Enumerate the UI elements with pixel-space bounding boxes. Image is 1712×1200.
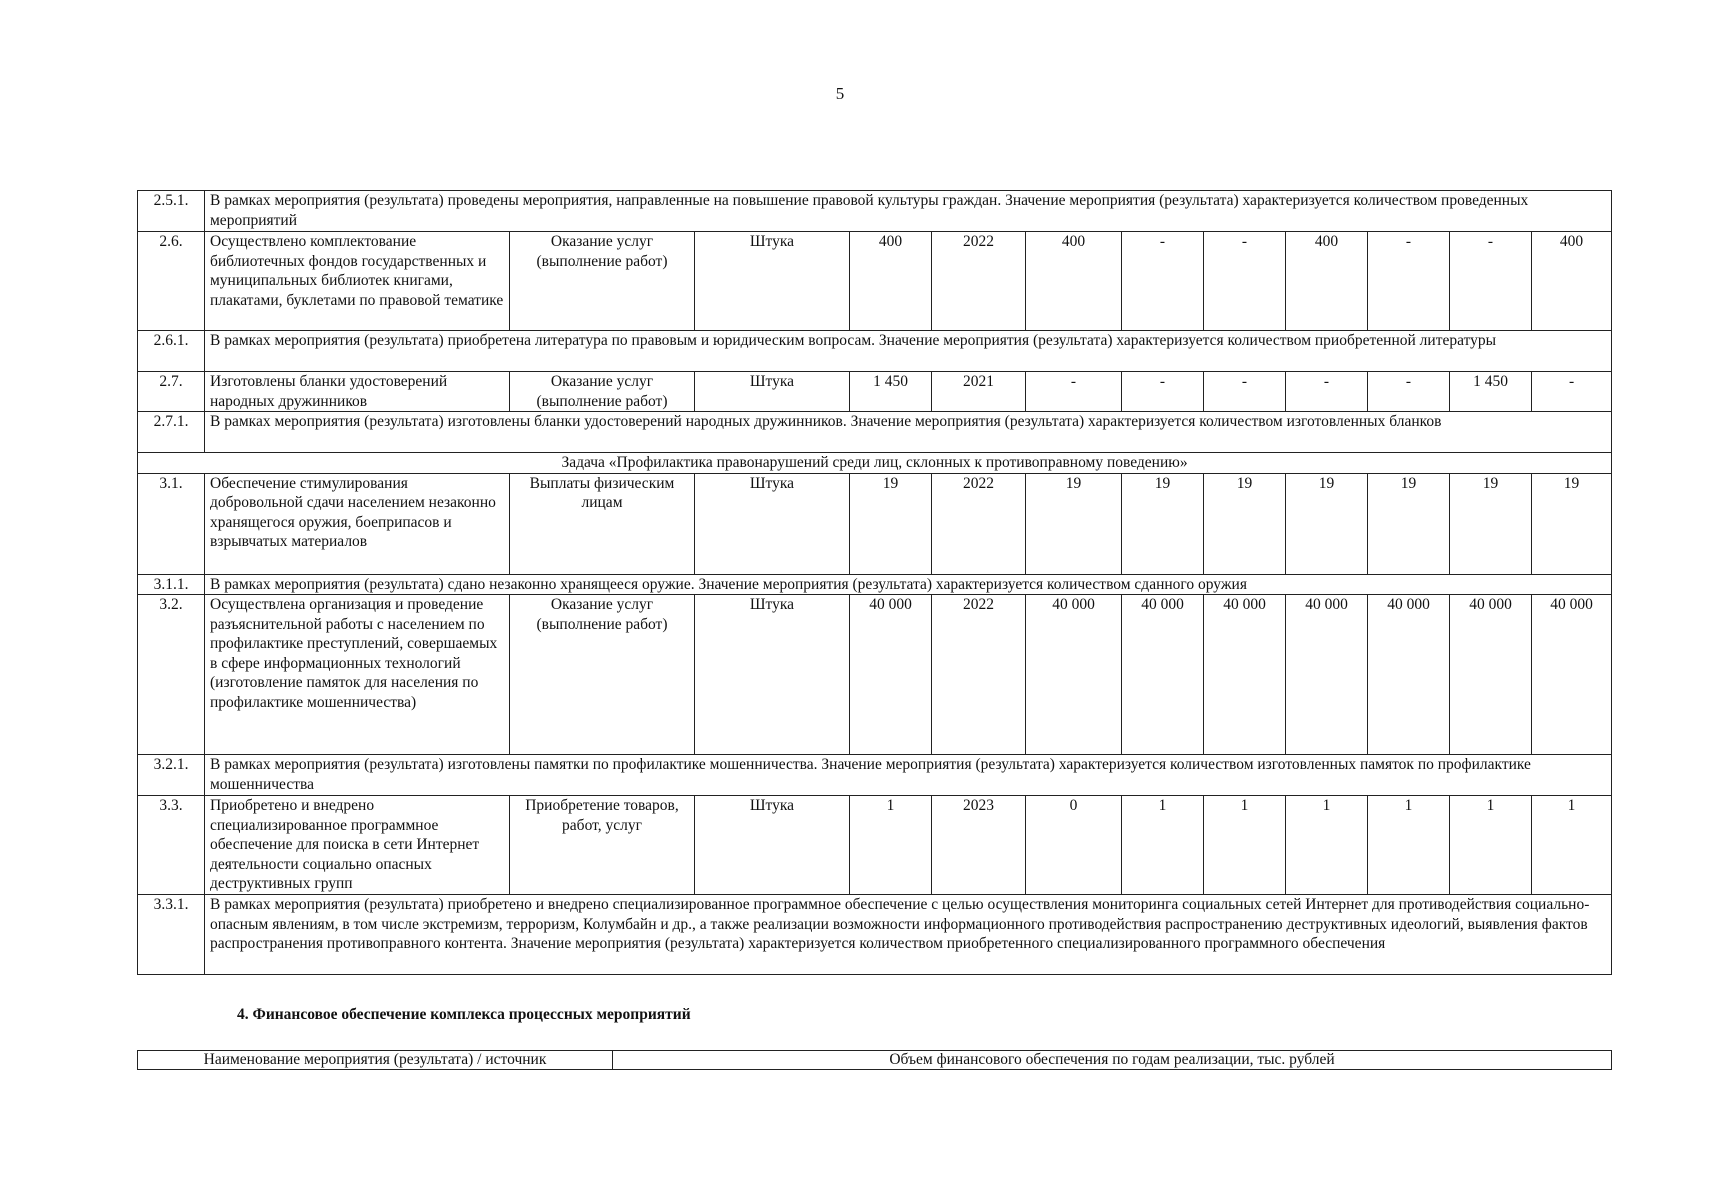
event-type: Выплаты физическим лицам — [510, 473, 695, 574]
value-6: 40 000 — [1450, 595, 1532, 755]
event-type: Оказание услуг (выполнение работ) — [510, 372, 695, 412]
base-value: 1 — [850, 796, 932, 895]
value-7: 40 000 — [1532, 595, 1612, 755]
value-3: - — [1204, 372, 1286, 412]
row-description: В рамках мероприятия (результата) изготовлены памятки по профилактике мошенничества. Значение мероприятия (результата) характеризуется количеством изготовленных памяток по профилактике мошенничества — [205, 755, 1612, 796]
row-number: 3.2.1. — [138, 755, 205, 796]
table-row-2-5-1 — [138, 191, 1612, 232]
value-4: 400 — [1286, 232, 1368, 331]
value-1: 19 — [1026, 473, 1122, 574]
value-4: 1 — [1286, 796, 1368, 895]
table-row-2-7-1 — [138, 412, 1612, 453]
value-4: 19 — [1286, 473, 1368, 574]
table-row-2-7 — [138, 372, 1612, 412]
row-description: В рамках мероприятия (результата) сдано незаконно хранящееся оружие. Значение мероприятия (результата) характеризуется количеством сданного оружия — [205, 574, 1612, 595]
unit: Штука — [695, 595, 850, 755]
value-3: 1 — [1204, 796, 1286, 895]
base-year: 2022 — [932, 595, 1026, 755]
header-event-name: Наименование мероприятия (результата) / источник — [138, 1051, 613, 1070]
row-description: В рамках мероприятия (результата) приобретено и внедрено специализированное программное обеспечение с целью осуществления мониторинга социальных сетей Интернет для противодействия социально-опасным явлениям, в том числе экстремизм, терроризм, Колумбайн и др., а также реализации возможности информационного противодействия распространению деструктивных идеологий, выявления фактов распространения противоправного контента. Значение мероприятия (результата) характеризуется количеством приобретенного специализированного программного обеспечения — [205, 895, 1612, 975]
unit: Штука — [695, 473, 850, 574]
value-1: 40 000 — [1026, 595, 1122, 755]
row-number: 2.7.1. — [138, 412, 205, 453]
base-year: 2022 — [932, 232, 1026, 331]
event-type: Приобретение товаров, работ, услуг — [510, 796, 695, 895]
value-5: - — [1368, 372, 1450, 412]
table-row-3-1 — [138, 473, 1612, 574]
row-description: В рамках мероприятия (результата) приобретена литература по правовым и юридическим вопросам. Значение мероприятия (результата) характеризуется количеством приобретенной литературы — [205, 331, 1612, 372]
row-description: В рамках мероприятия (результата) проведены мероприятия, направленные на повышение правовой культуры граждан. Значение мероприятия (результата) характеризуется количеством проведенных мероприятий — [205, 191, 1612, 232]
base-value: 40 000 — [850, 595, 932, 755]
event-type: Оказание услуг (выполнение работ) — [510, 595, 695, 755]
base-value: 400 — [850, 232, 932, 331]
event-type: Оказание услуг (выполнение работ) — [510, 232, 695, 331]
value-2: 40 000 — [1122, 595, 1204, 755]
table-row-3-1-1 — [138, 574, 1612, 595]
section-title: 4. Финансовое обеспечение комплекса процессных мероприятий — [237, 1006, 691, 1023]
value-3: 19 — [1204, 473, 1286, 574]
table-row-3-2-1 — [138, 755, 1612, 796]
event-name: Обеспечение стимулирования добровольной сдачи населением незаконно хранящегося оружия, боеприпасов и взрывчатых материалов — [205, 473, 510, 574]
event-name: Изготовлены бланки удостоверений народных дружинников — [205, 372, 510, 412]
unit: Штука — [695, 372, 850, 412]
row-number: 3.2. — [138, 595, 205, 755]
row-number: 2.5.1. — [138, 191, 205, 232]
base-year: 2022 — [932, 473, 1026, 574]
unit: Штука — [695, 232, 850, 331]
task-heading: Задача «Профилактика правонарушений среди лиц, склонных к противоправному поведению» — [138, 453, 1612, 474]
value-2: 1 — [1122, 796, 1204, 895]
table-row-3-2 — [138, 595, 1612, 755]
financing-table — [137, 1050, 1612, 1070]
value-7: 1 — [1532, 796, 1612, 895]
table-row-2-6 — [138, 232, 1612, 331]
value-5: 1 — [1368, 796, 1450, 895]
value-2: - — [1122, 232, 1204, 331]
value-4: 40 000 — [1286, 595, 1368, 755]
event-name: Осуществлена организация и проведение разъяснительной работы с населением по профилактике преступлений, совершаемых в сфере информационных технологий (изготовление памяток для населения по профилактике мошенничества) — [205, 595, 510, 755]
value-5: 19 — [1368, 473, 1450, 574]
row-number: 3.1.1. — [138, 574, 205, 595]
row-description: В рамках мероприятия (результата) изготовлены бланки удостоверений народных дружинников. Значение мероприятия (результата) характеризуется количеством изготовленных бланков — [205, 412, 1612, 453]
table-row-2-6-1 — [138, 331, 1612, 372]
row-number: 3.1. — [138, 473, 205, 574]
page-number: 5 — [835, 84, 845, 103]
row-number: 3.3.1. — [138, 895, 205, 975]
table-row-3-3-1 — [138, 895, 1612, 975]
event-name: Осуществлено комплектование библиотечных фондов государственных и муниципальных библиотек книгами, плакатами, буклетами по правовой тематике — [205, 232, 510, 331]
base-value: 19 — [850, 473, 932, 574]
indicators-table — [137, 190, 1612, 975]
base-value: 1 450 — [850, 372, 932, 412]
value-7: - — [1532, 372, 1612, 412]
value-1: 0 — [1026, 796, 1122, 895]
value-2: - — [1122, 372, 1204, 412]
value-6: - — [1450, 232, 1532, 331]
value-4: - — [1286, 372, 1368, 412]
value-6: 19 — [1450, 473, 1532, 574]
value-7: 19 — [1532, 473, 1612, 574]
financing-header-row — [138, 1051, 1612, 1070]
table-row-3-3 — [138, 796, 1612, 895]
task-row — [138, 453, 1612, 474]
event-name: Приобретено и внедрено специализированное программное обеспечение для поиска в сети Интернет деятельности социально опасных деструктивных групп — [205, 796, 510, 895]
value-3: - — [1204, 232, 1286, 331]
base-year: 2023 — [932, 796, 1026, 895]
row-number: 2.6.1. — [138, 331, 205, 372]
value-7: 400 — [1532, 232, 1612, 331]
header-financing-volume: Объем финансового обеспечения по годам реализации, тыс. рублей — [613, 1051, 1612, 1070]
value-6: 1 — [1450, 796, 1532, 895]
value-6: 1 450 — [1450, 372, 1532, 412]
value-5: 40 000 — [1368, 595, 1450, 755]
row-number: 2.6. — [138, 232, 205, 331]
base-year: 2021 — [932, 372, 1026, 412]
value-5: - — [1368, 232, 1450, 331]
unit: Штука — [695, 796, 850, 895]
row-number: 3.3. — [138, 796, 205, 895]
row-number: 2.7. — [138, 372, 205, 412]
value-1: 400 — [1026, 232, 1122, 331]
value-3: 40 000 — [1204, 595, 1286, 755]
value-1: - — [1026, 372, 1122, 412]
value-2: 19 — [1122, 473, 1204, 574]
